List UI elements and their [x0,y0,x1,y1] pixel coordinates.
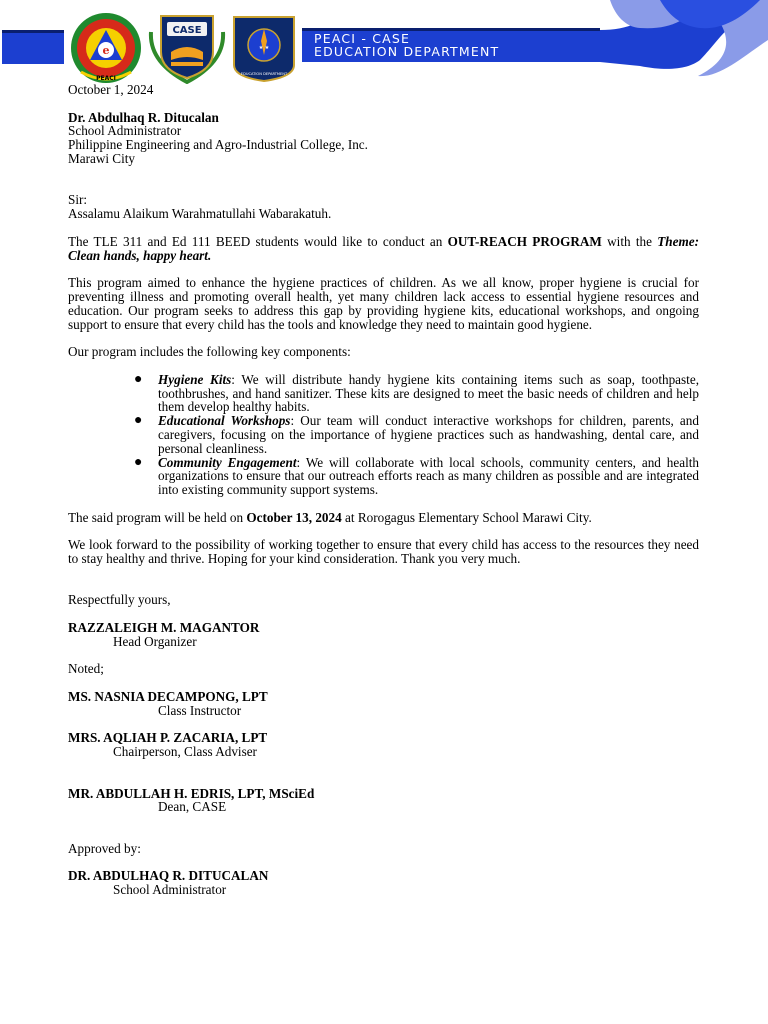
intro-mid: with the [601,233,658,249]
bullet-icon: ● [134,454,143,470]
organizer-name: RAZZALEIGH M. MAGANTOR [68,620,260,636]
component-title: Community Engagement [158,454,297,470]
component-text: : Our team will conduct interactive workshops for children, parents, and caregivers, focusing on the importance of hygiene practices such as handwashing, dental care, and personal cleanliness. [158,413,699,456]
approved-label: Approved by: [68,840,141,856]
schedule-pre: The said program will be held on [68,509,247,525]
education-department-logo-text: EDUCATION DEPARTMENT [240,72,288,76]
component-text: : We will collaborate with local schools, community centers, and health organizations to ensure that our outreach efforts reach as many children as possible and are integrated into existing community support systems. [158,454,699,498]
schedule-post: at Rorogagus Elementary School Marawi City. [341,509,592,525]
noted-label: Noted; [68,661,104,677]
list-item [134,413,699,456]
peaci-logo [67,12,145,84]
intro-paragraph [68,235,699,263]
letter-body [68,83,699,897]
chair-role: Chairperson, Class Adviser [113,744,257,760]
closing-paragraph: We look forward to the possibility of working together to ensure that every child has access to the resources they need to stay healthy and thrive. Hoping for your kind consideration. Thank you very much. [68,537,699,567]
bullet-icon: ● [134,371,143,387]
components-list [68,373,699,497]
component-text: : We will distribute handy hygiene kits containing items such as soap, toothpaste, toothbrushes, and hand sanitizer. These kits are designed to meet the basic needs of children and help them develop healthy habits. [158,371,699,415]
case-logo [145,12,229,84]
dean-name: MR. ABDULLAH H. EDRIS, LPT, MSciEd [68,785,315,801]
recipient-name: Dr. Abdulhaq R. Ditucalan [68,109,219,125]
svg-text:e: e [102,44,110,57]
complimentary-close: Respectfully yours, [68,592,171,608]
greeting: Assalamu Alaikum Warahmatullahi Wabarakatuh. [68,206,332,222]
intro-theme: Theme: Clean hands, happy heart. [68,233,699,263]
instructor-role: Class Instructor [158,702,242,718]
intro-pre: The TLE 311 and Ed 111 BEED students would like to conduct an [68,233,448,249]
schedule-date: October 13, 2024 [246,509,342,525]
recipient-city: Marawi City [68,150,136,166]
components-intro: Our program includes the following key components: [68,344,351,360]
banner-line-1: PEACI - CASE [314,31,411,46]
letter-date: October 1, 2024 [68,82,154,97]
purpose-paragraph: This program aimed to enhance the hygiene practices of children. As we all know, proper hygiene is crucial for preventing illness and promoting overall health, yet many children lack access to essential hygiene resources and education. Our program seeks to address this gap by providing hygiene kits, educational workshops, and ongoing support to ensure that every child has the tools and knowledge they need to maintain good hygiene. [68,275,699,332]
chair-name: MRS. AQLIAH P. ZACARIA, LPT [68,730,268,746]
case-logo-text: CASE [172,25,202,36]
schedule-paragraph [68,511,699,525]
banner-title [314,32,499,58]
banner-line-2: EDUCATION DEPARTMENT [314,44,500,59]
list-item [134,371,699,415]
list-item [134,454,699,498]
admin-role: School Administrator [113,882,227,898]
bullet-icon: ● [134,413,143,429]
education-department-logo [230,15,298,83]
recipient-org: Philippine Engineering and Agro-Industrial College, Inc. [68,137,368,153]
peaci-logo-text: PEACI [96,75,116,82]
component-title: Hygiene Kits [158,371,232,387]
letterhead [0,0,768,90]
instructor-name: MS. NASNIA DECAMPONG, LPT [68,689,268,705]
recipient-title: School Administrator [68,123,182,139]
svg-text:★ ★: ★ ★ [258,45,270,51]
admin-name: DR. ABDULHAQ R. DITUCALAN [68,868,269,884]
salutation: Sir: [68,192,88,208]
component-title: Educational Workshops [158,413,291,429]
dean-role: Dean, CASE [158,799,227,815]
intro-program: OUT-REACH PROGRAM [447,233,602,249]
organizer-role: Head Organizer [113,633,197,649]
